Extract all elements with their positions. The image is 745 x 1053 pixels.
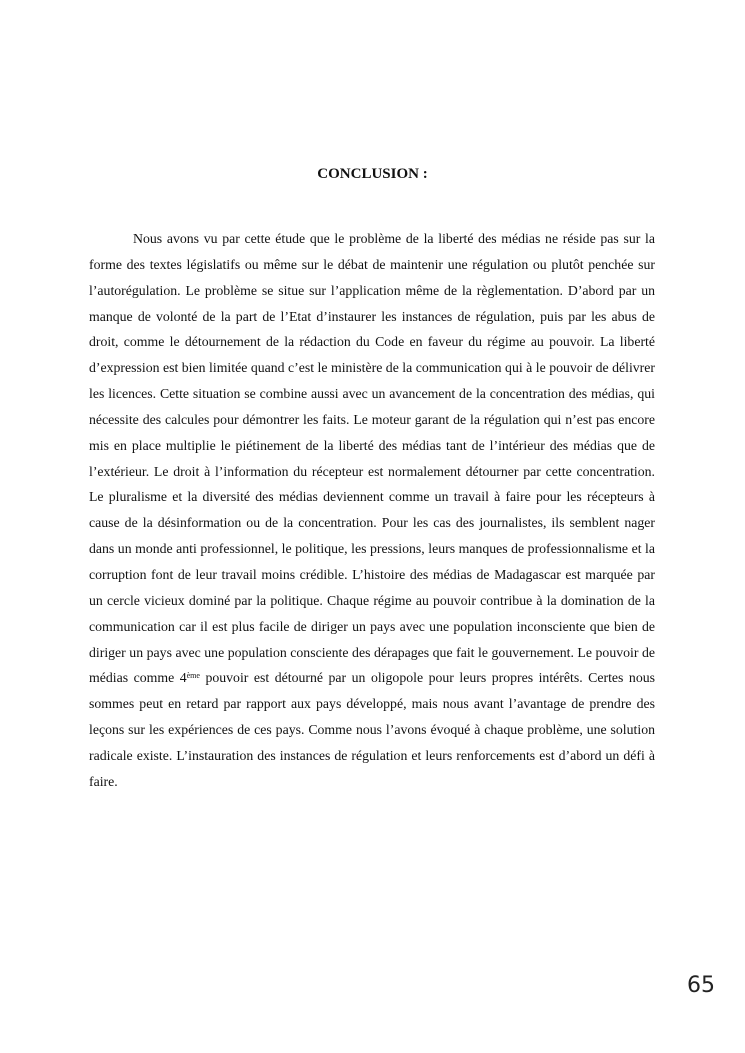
paragraph-text-part-1: Nous avons vu par cette étude que le problème de la liberté des médias ne réside pas sur la forme des textes législatifs ou même sur le débat de maintenir une régulation ou plutôt penchée sur l’autorégulation. Le problème se situe sur l’application même de la règlementation. D’abord par un manque de volonté de la part de l’Etat d’instaurer les instances de régulation, puis par les abus de droit, comme le détournement de la rédaction du Code en faveur du régime au pouvoir. La liberté d’expression est bien limitée quand c’est le ministère de la communication qui à le pouvoir de délivrer les licences. Cette situation se combine aussi avec un avancement de la concentration des médias, qui nécessite des calcules pour démontrer les faits. Le moteur garant de la régulation qui n’est pas encore mis en place multiplie le piétinement de la liberté des médias tant de l’intérieur des médias que de l’extérieur. Le droit à l’information du récepteur est normalement détourner par cette concentration. Le pluralisme et la diversité des médias deviennent comme un travail à faire pour les récepteurs à cause de la désinformation ou de la concentration. Pour les cas des journalistes, ils semblent nager dans un monde anti professionnel, le politique, les pressions, leurs manques de professionnalisme et la corruption font de leur travail moins crédible. L’histoire des médias de Madagascar est marquée par un cercle vicieux dominé par la politique. Chaque régime au pouvoir contribue à la domination de la communication car il est plus facile de diriger un pays avec une population inconsciente que bien de diriger un pays avec une population consciente des dérapages que fait le gouvernement. Le pouvoir de médias comme 4 — [89, 231, 655, 686]
paragraph-text-part-2: pouvoir est détourné par un oligopole pour leurs propres intérêts. Certes nous sommes peut en retard par rapport aux pays développé, mais nous avant l’avantage de prendre des leçons sur les expériences de ces pays. Comme nous l’avons évoqué à chaque problème, une solution radicale existe. L’instauration des instances de régulation et leurs renforcements est d’abord un défi à faire. — [89, 670, 655, 789]
page-title: CONCLUSION : — [317, 166, 428, 182]
conclusion-paragraph — [89, 226, 655, 795]
page-number: 65 — [687, 973, 715, 998]
ordinal-superscript: ème — [186, 671, 200, 681]
